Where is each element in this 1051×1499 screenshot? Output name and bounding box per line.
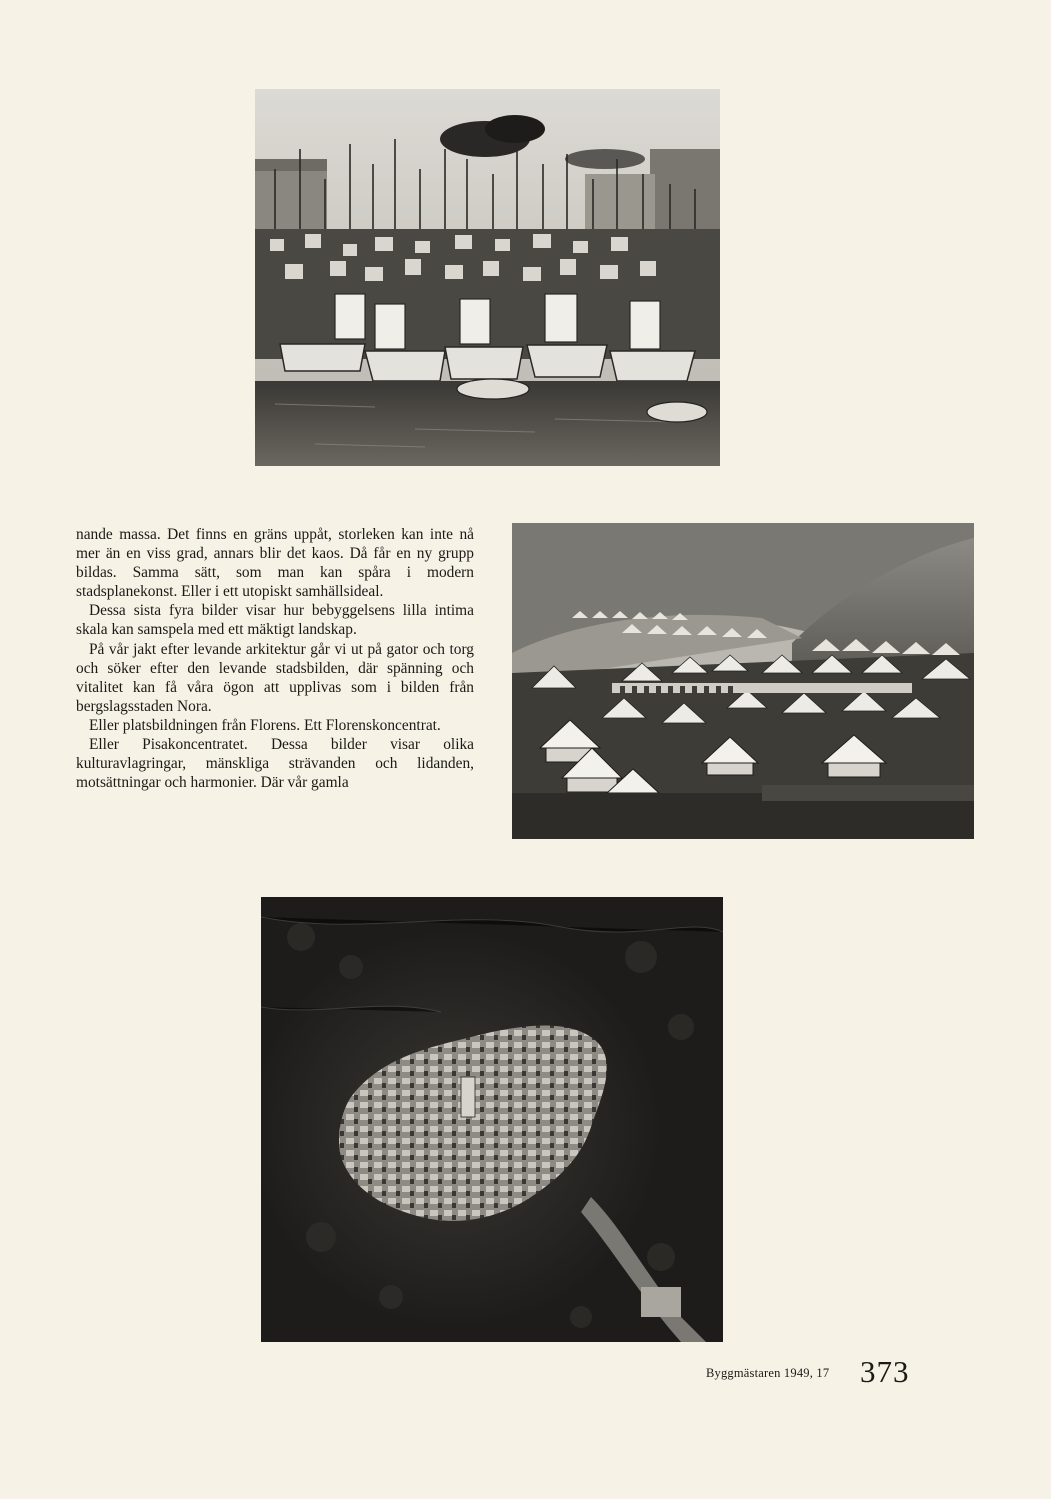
paragraph: Dessa sista fyra bilder visar hur bebyggelsens lilla intima skala kan samspela med ett mäktigt landskap. bbox=[76, 602, 474, 639]
aerial-village-photo bbox=[261, 897, 723, 1342]
harbor-boats-photo bbox=[255, 89, 720, 466]
tent-camp-photo bbox=[512, 523, 974, 839]
journal-issue-footer: Byggmästaren 1949, 17 bbox=[706, 1366, 830, 1380]
paragraph: Eller platsbildningen från Florens. Ett Florenskoncentrat. bbox=[89, 716, 441, 734]
paragraph: nande massa. Det finns en gräns uppåt, storleken kan inte nå mer än en viss grad, annars blir det kaos. Då får en ny grupp bildas. Samma sätt, som man kan spåra i modern stadsplanekonst. Eller i ett utopiskt samhällsideal. bbox=[76, 526, 474, 601]
paragraph: Eller Pisakoncentratet. Dessa bilder visar olika kulturavlagringar, mänskliga strävanden och lidanden, motsättningar och harmonier. Där vår gamla bbox=[76, 736, 474, 792]
page-number: 373 bbox=[860, 1354, 910, 1389]
article-body bbox=[76, 525, 474, 792]
paragraph: På vår jakt efter levande arkitektur går vi ut på gator och torg och söker efter den levande stadsbilden, där spänning och vitalitet kan få våra ögon att upplivas som i bilden från bergslagsstaden Nora. bbox=[76, 640, 474, 715]
